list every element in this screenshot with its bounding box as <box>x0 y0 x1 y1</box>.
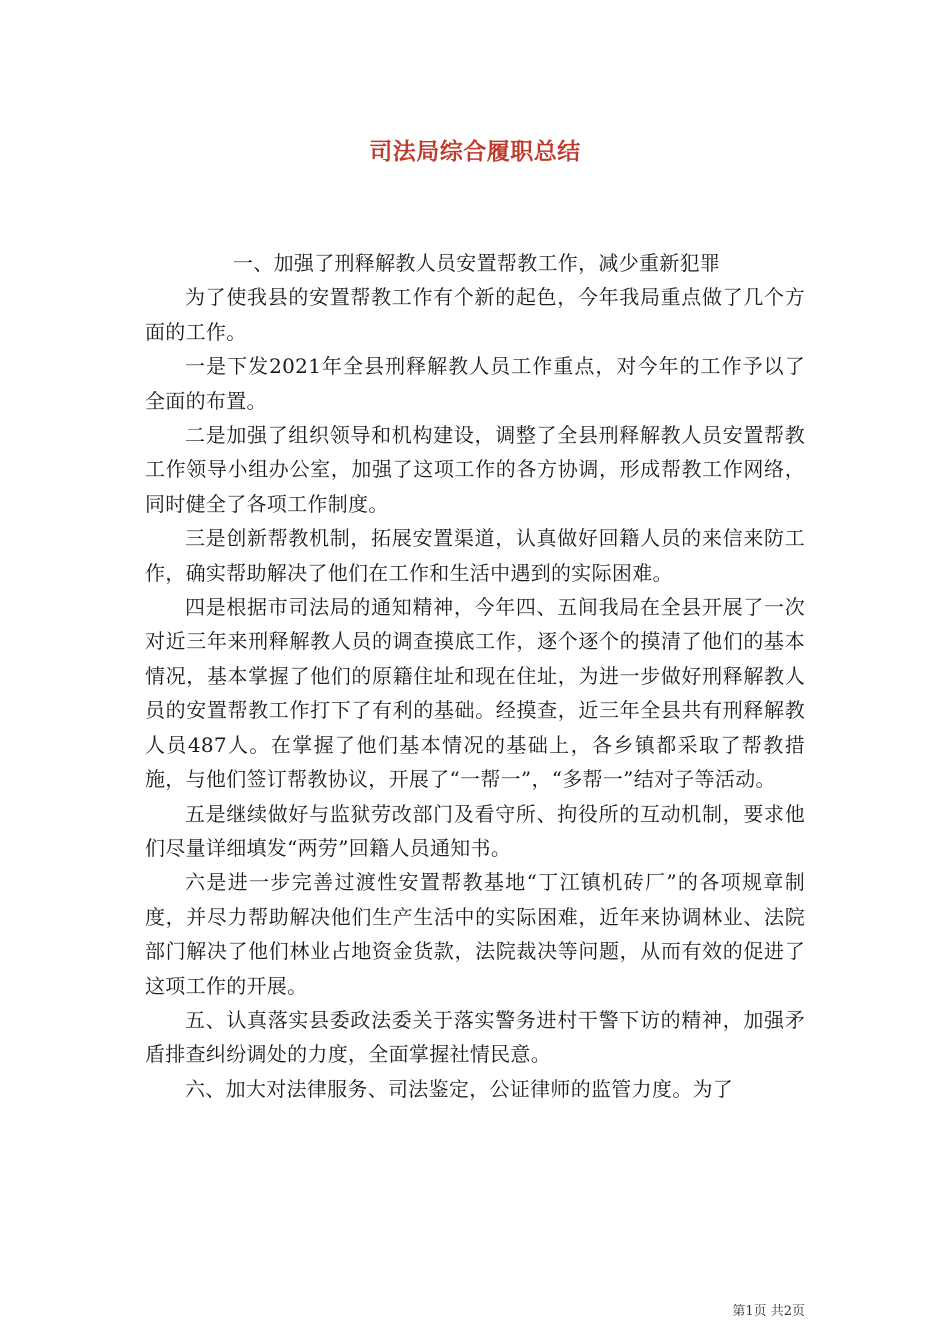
paragraph-item-6: 六是进一步完善过渡性安置帮教基地“丁江镇机砖厂”的各项规章制度，并尽力帮助解决他们生产生活中的实际困难，近年来协调林业、法院部门解决了他们林业占地资金货款，法院裁决等问题，从而有效的促进了这项工作的开展。 <box>145 870 805 998</box>
document-body <box>145 246 805 1106</box>
section-heading-6: 六、加大对法律服务、司法鉴定，公证律师的监管力度。为了 <box>185 1076 734 1101</box>
document-title: 司法局综合履职总结 <box>369 138 581 165</box>
paragraph-item-1: 一是下发2021年全县刑释解教人员工作重点，对今年的工作予以了全面的布置。 <box>145 354 805 413</box>
paragraph-intro: 为了使我县的安置帮教工作有个新的起色，今年我局重点做了几个方面的工作。 <box>145 285 805 344</box>
paragraph-item-5: 五是继续做好与监狱劳改部门及看守所、拘役所的互动机制，要求他们尽量详细填发“两劳”回籍人员通知书。 <box>145 801 805 860</box>
paragraph-item-4: 四是根据市司法局的通知精神，今年四、五间我局在全县开展了一次对近三年来刑释解教人员的调查摸底工作，逐个逐个的摸清了他们的基本情况，基本掌握了他们的原籍住址和现在住址，为进一步做好刑释解教人员的安置帮教工作打下了有利的基础。经摸查，近三年全县共有刑释解教人员487人。在掌握了他们基本情况的基础上，各乡镇都采取了帮教措施，与他们签订帮教协议，开展了“一帮一”，“多帮一”结对子等活动。 <box>145 595 805 792</box>
paragraph-item-3: 三是创新帮教机制，拓展安置渠道，认真做好回籍人员的来信来防工作，确实帮助解决了他们在工作和生活中遇到的实际困难。 <box>145 526 805 585</box>
page-number-footer: 第1页 共2页 <box>732 1304 805 1319</box>
section-heading-1: 一、加强了刑释解教人员安置帮教工作，减少重新犯罪 <box>233 251 721 275</box>
section-heading-5: 五、认真落实县委政法委关于落实警务进村干警下访的精神，加强矛盾排查纠纷调处的力度，全面掌握社情民意。 <box>145 1007 805 1067</box>
paragraph-item-2: 二是加强了组织领导和机构建设，调整了全县刑释解教人员安置帮教工作领导小组办公室，加强了这项工作的各方协调，形成帮教工作网络，同时健全了各项工作制度。 <box>145 423 805 516</box>
